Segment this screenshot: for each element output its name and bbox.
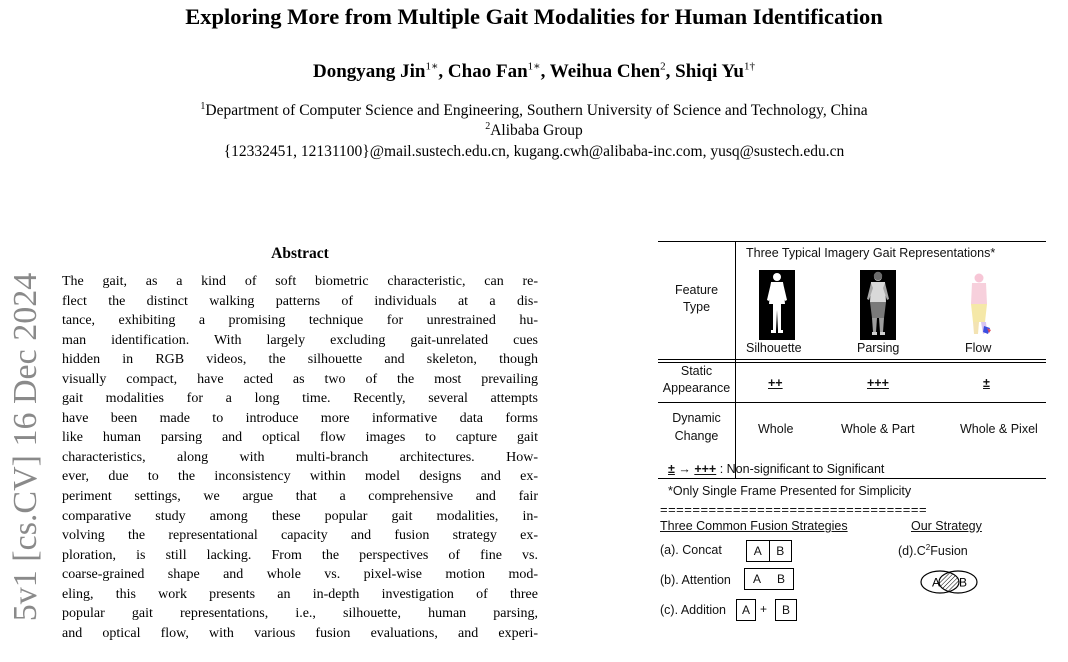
abstract-line: flect the distinct walking patterns of individuals at a dis-: [62, 293, 538, 309]
row-static-label-1: Static: [680, 364, 713, 378]
concat-box-a: A: [747, 541, 770, 561]
dynamic-silhouette-value: Whole: [758, 422, 794, 436]
flow-image: [962, 270, 998, 340]
concat-diagram: [746, 540, 792, 562]
author-emails: {12332451, 12131100}@mail.sustech.edu.cn, kugang.cwh@alibaba-inc.com, yusq@sustech.edu.cn: [223, 143, 845, 160]
abstract-line: characteristics, along with multi-branch architectures. How-: [62, 449, 538, 465]
author-1: Dongyang Jin$^{1∗}$,: [312, 61, 448, 83]
abstract-line: visually compact, have acted as two of the most prevailing: [62, 371, 538, 387]
arxiv-identifier: 5v1 [cs.CV] 16 Dec 2024: [7, 272, 44, 622]
abstract-line: popular gait representations, i.e., silhouette, human parsing,: [62, 606, 538, 622]
strategy-concat-label: (a). Concat: [660, 543, 722, 557]
author-3: Weihua Chen$^2$,: [549, 61, 676, 83]
strategy-addition-label: (c). Addition: [660, 603, 727, 617]
abstract-line: The gait, as a kind of soft biometric characteristic, can re-: [62, 274, 538, 289]
figure-separator: =================================: [660, 502, 928, 517]
c2fusion-diagram: [916, 568, 982, 596]
c2fusion-b: B: [959, 575, 968, 590]
static-parsing-value: +++: [867, 376, 889, 390]
dynamic-flow-value: Whole & Pixel: [960, 422, 1038, 436]
row-dynamic-label-1: Dynamic: [672, 411, 721, 425]
abstract-line: coarse-grained shape and whole vs. pixel-wise motion mod-: [62, 567, 538, 583]
table-top-rule: [658, 241, 1046, 242]
feature-type-label-2: Type: [682, 300, 711, 314]
row-dynamic-label-2: Change: [674, 429, 719, 443]
attention-box-a: A: [752, 572, 761, 586]
abstract-line: ever, due to the inconsistency within model designs and ex-: [62, 469, 538, 485]
static-silhouette-value: ++: [768, 376, 783, 390]
addition-plus-sign: +: [760, 602, 768, 616]
concat-box-b: B: [776, 544, 785, 558]
abstract-line: like human parsing and optical flow images to capture gait: [62, 430, 538, 446]
abstract-heading: Abstract: [271, 245, 329, 262]
paper-title: Exploring More from Multiple Gait Modalities for Human Identification: [185, 4, 883, 29]
figure-header: Three Typical Imagery Gait Representations*: [746, 246, 996, 260]
row-static-label-2: Appearance: [662, 381, 731, 395]
c2fusion-a: A: [932, 575, 941, 590]
author-2: Chao Fan$^{1∗}$,: [447, 61, 550, 83]
abstract-line: comparative study among these popular gait modalities, in-: [62, 508, 538, 524]
silhouette-image: [759, 270, 795, 340]
table-double-rule-a: [658, 359, 1046, 360]
table-row-rule: [658, 402, 1046, 403]
legend-note-single-frame: *Only Single Frame Presented for Simplicity: [668, 484, 912, 498]
column-parsing: Parsing: [857, 341, 900, 355]
abstract-line: man identification. With largely excluding gait-unrelated cues: [62, 332, 538, 348]
our-strategy-label: $(d).C^2Fusion$: [898, 543, 968, 559]
dynamic-parsing-value: Whole & Part: [841, 422, 915, 436]
table-double-rule-b: [658, 362, 1046, 363]
abstract-line: hidden in RGB videos, the silhouette and skeleton, though: [62, 352, 538, 368]
affiliation-1: $^1$Department of Computer Science and Engineering, Southern University of Science and Technology, China: [200, 101, 868, 120]
addition-box-a: A: [736, 599, 756, 621]
attention-diagram: [744, 568, 794, 590]
author-4: Shiqi $Yu^{1\dagger}$: [675, 61, 755, 83]
abstract-line: tance, exhibiting a promising technique for unrestrained hu-: [62, 313, 538, 329]
abstract-line: and optical flow, with various fusion evaluations, and experi-: [62, 625, 538, 641]
attention-box-b: B: [776, 572, 785, 586]
abstract-line: have been made to introduce more informative data forms: [62, 410, 538, 426]
abstract-line: volving the representational capacity and fusion strategy ex-: [62, 528, 538, 544]
strategy-attention-label: (b). Attention: [660, 573, 731, 587]
abstract-line: eling, this work presents an in-depth investigation of three: [62, 586, 538, 602]
static-flow-value: ±: [983, 376, 990, 390]
abstract-line: gait modalities for a long time. Recently, several attempts: [62, 391, 538, 407]
legend-note-significance: ± → +++ : Non-significant to Significant: [668, 462, 885, 476]
column-flow: Flow: [965, 341, 992, 355]
fusion-strategies-heading: Three Common Fusion Strategies: [660, 519, 848, 533]
parsing-image: [860, 270, 896, 340]
addition-box-b: B: [775, 599, 797, 621]
our-strategy-heading: Our Strategy: [911, 519, 982, 533]
column-silhouette: Silhouette: [746, 341, 802, 355]
affiliation-2: $^2$Alibaba Group: [485, 121, 583, 140]
abstract-line: ploration, is still lacking. From the perspectives of fine vs.: [62, 547, 538, 563]
feature-type-label-1: Feature: [674, 283, 719, 297]
abstract-line: periment settings, we argue that a comprehensive and fair: [62, 489, 538, 505]
table-bottom-rule: [658, 478, 1046, 479]
